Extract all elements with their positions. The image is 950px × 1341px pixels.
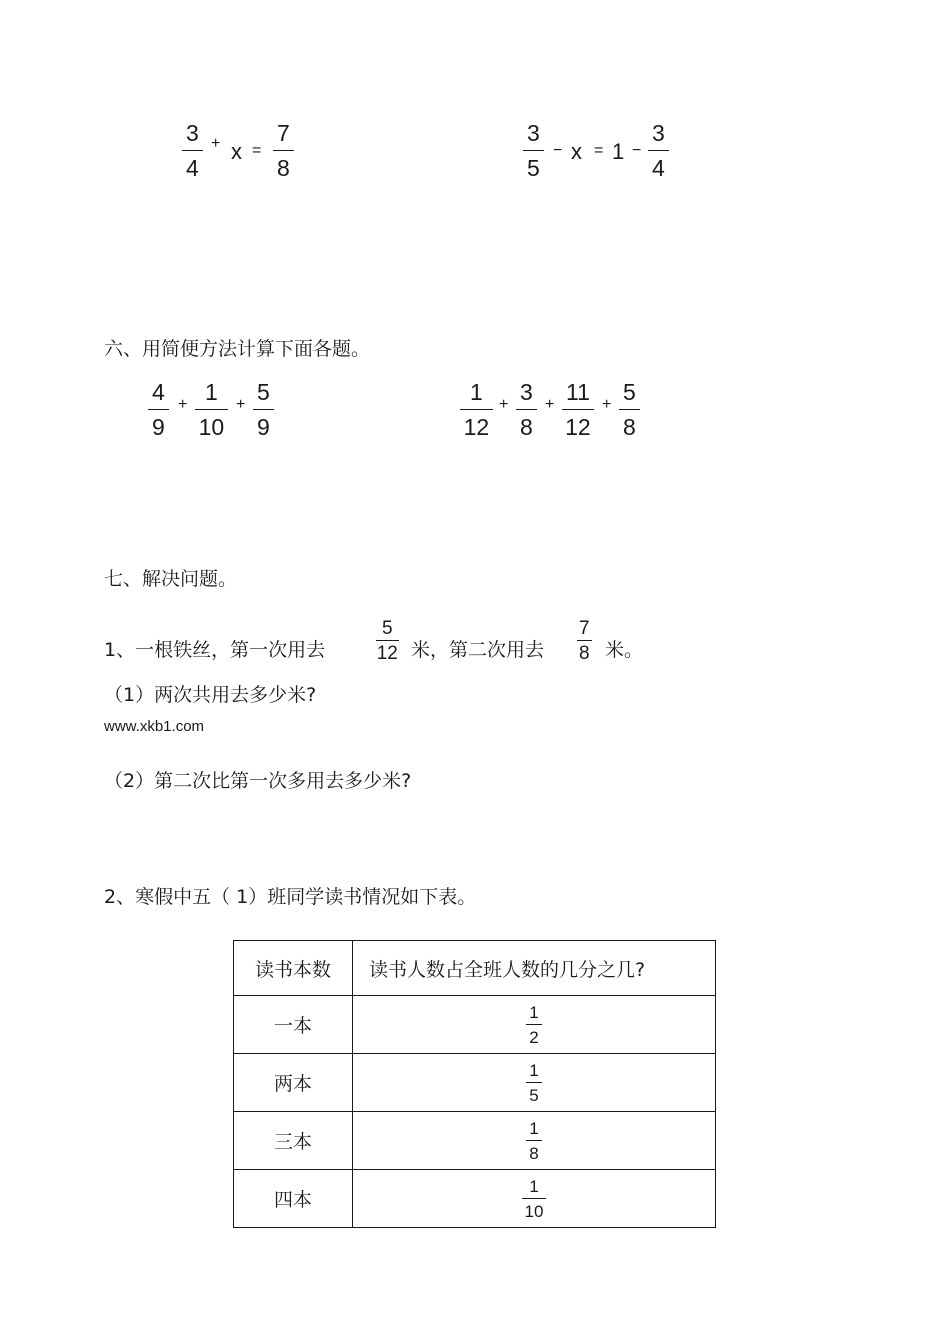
- section7-heading: 七、解决问题。: [104, 568, 238, 590]
- row-fraction-cell: [353, 996, 716, 1054]
- q1-text-part-b: 米，第二次用去: [411, 639, 545, 661]
- q1-text-part-a: 1、一根铁丝，第一次用去: [104, 639, 326, 661]
- s6-expr2-fraction-3: [562, 381, 594, 439]
- eq2-equals: =: [594, 142, 604, 159]
- s6-expr1-plus-2: +: [236, 396, 246, 413]
- eq1-equals: =: [252, 142, 262, 159]
- s6-expr2-fraction-2: [516, 381, 537, 439]
- numerator: 1: [522, 1178, 545, 1199]
- numerator: 4: [148, 381, 169, 410]
- eq1-b-denominator: 8: [277, 155, 290, 181]
- q1-fraction-1: [376, 619, 399, 663]
- numerator: 1: [460, 381, 493, 410]
- eq2-a-denominator: 5: [527, 155, 540, 181]
- s6-expr2-plus-1: +: [499, 396, 509, 413]
- q1-subquestion-2: （2）第二次比第一次多用去多少米?: [104, 770, 412, 792]
- eq2-variable: x: [571, 139, 582, 164]
- eq2-b-numerator: 3: [648, 122, 669, 151]
- section6-heading: 六、用简便方法计算下面各题。: [104, 338, 371, 360]
- denominator: 9: [152, 414, 165, 440]
- q1-subquestion-1: （1）两次共用去多少米?: [104, 684, 317, 706]
- s6-expr1-fraction-1: [148, 381, 169, 439]
- denominator: 8: [623, 414, 636, 440]
- row-fraction: [526, 1120, 541, 1162]
- numerator: 5: [253, 381, 274, 410]
- q1-text-part-c: 米。: [605, 639, 644, 661]
- table-row: [234, 996, 716, 1054]
- q1-fraction-2: [577, 619, 592, 663]
- header-books-count: 读书本数: [234, 941, 353, 996]
- eq2-a-numerator: 3: [523, 122, 544, 151]
- denominator: 8: [579, 643, 590, 664]
- row-fraction: [522, 1178, 545, 1220]
- numerator: 7: [579, 618, 590, 639]
- denominator: 2: [529, 1027, 539, 1047]
- eq1-a-numerator: 3: [182, 122, 203, 151]
- numerator: 1: [526, 1120, 541, 1141]
- row-label: 三本: [234, 1112, 353, 1170]
- row-fraction: [526, 1004, 541, 1046]
- denominator: 12: [463, 414, 490, 440]
- row-label: 四本: [234, 1170, 353, 1228]
- eq1-a-denominator: 4: [186, 155, 199, 181]
- watermark-url: www.xkb1.com: [104, 718, 205, 735]
- row-fraction-cell: [353, 1054, 716, 1112]
- denominator: 10: [198, 414, 225, 440]
- eq1-b-numerator: 7: [273, 122, 294, 151]
- eq2-fraction-b: [648, 122, 669, 180]
- s6-expr2-fraction-4: [619, 381, 640, 439]
- row-label: 两本: [234, 1054, 353, 1112]
- table-row: [234, 1170, 716, 1228]
- numerator: 5: [619, 381, 640, 410]
- eq1-plus: +: [211, 135, 221, 152]
- denominator: 8: [529, 1143, 539, 1163]
- row-label: 一本: [234, 996, 353, 1054]
- numerator: 3: [516, 381, 537, 410]
- eq2-fraction-a: [523, 122, 544, 180]
- s6-expr1-fraction-2: [195, 381, 228, 439]
- row-fraction-cell: [353, 1170, 716, 1228]
- eq2-minus: −: [553, 142, 563, 159]
- s6-expr2-plus-3: +: [602, 396, 612, 413]
- numerator: 5: [376, 619, 399, 641]
- s6-expr2-plus-2: +: [545, 396, 555, 413]
- eq2-one: 1: [612, 139, 625, 164]
- table-row: [234, 1054, 716, 1112]
- numerator: 1: [195, 381, 228, 410]
- numerator: 1: [526, 1062, 541, 1083]
- header-fraction-of-class: 读书人数占全班人数的几分之几?: [353, 941, 716, 996]
- q2-heading: 2、寒假中五（ 1）班同学读书情况如下表。: [104, 886, 477, 908]
- eq1-fraction-b: [273, 122, 294, 180]
- denominator: 12: [376, 643, 398, 664]
- numerator: 11: [562, 381, 594, 410]
- eq2-b-denominator: 4: [652, 155, 665, 181]
- eq2-minus-2: −: [632, 142, 642, 159]
- denominator: 8: [520, 414, 533, 440]
- table-row: [234, 1112, 716, 1170]
- denominator: 5: [529, 1085, 539, 1105]
- row-fraction-cell: [353, 1112, 716, 1170]
- table-header-row: [234, 941, 716, 996]
- row-fraction: [526, 1062, 541, 1104]
- eq1-variable: x: [231, 139, 242, 164]
- s6-expr1-fraction-3: [253, 381, 274, 439]
- s6-expr2-fraction-1: [460, 381, 493, 439]
- denominator: 12: [565, 414, 591, 440]
- eq1-fraction-a: [182, 122, 203, 180]
- numerator: 1: [526, 1004, 541, 1025]
- denominator: 10: [524, 1201, 544, 1221]
- denominator: 9: [257, 414, 270, 440]
- s6-expr1-plus-1: +: [178, 396, 188, 413]
- reading-table: [233, 940, 716, 1228]
